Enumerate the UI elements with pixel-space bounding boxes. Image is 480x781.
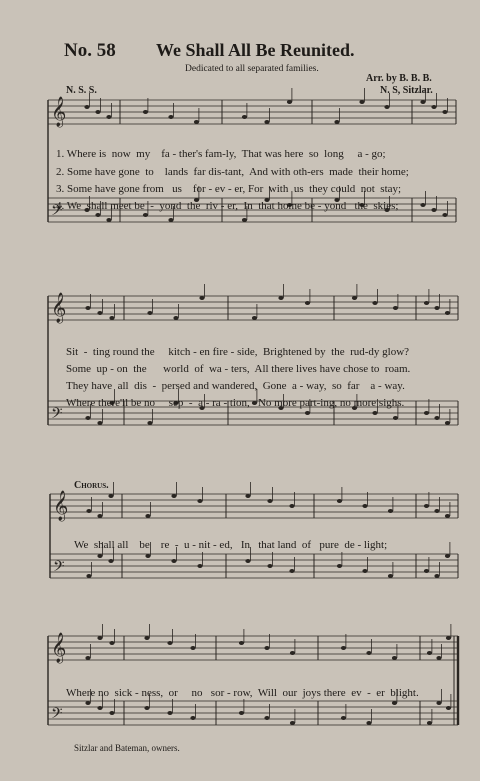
note-head (85, 416, 90, 420)
note-head (434, 574, 439, 578)
arranger-credit: Arr. by B. B. B. (366, 73, 432, 84)
copyright-footer: Sitzlar and Bateman, owners. (74, 743, 180, 753)
note-head (144, 706, 149, 710)
note-head (145, 514, 150, 518)
note-head (109, 316, 114, 320)
composer-credit: N. S, Sitzlar. (380, 85, 433, 96)
note-head (362, 504, 367, 508)
note-head (242, 115, 247, 119)
note-head (85, 306, 90, 310)
lyric-line: 4. We shall meet be - yond the riv - er, In that home be - yond the skies; (56, 200, 399, 212)
note-head (97, 311, 102, 315)
note-head (190, 646, 195, 650)
note-head (388, 509, 393, 513)
chorus-label: Chorus. (74, 480, 109, 491)
note-head (147, 311, 152, 315)
note-head (85, 701, 90, 705)
note-head (424, 569, 429, 573)
note-head (267, 564, 272, 568)
note-head (264, 120, 269, 124)
treble-clef-icon: 𝄞 (51, 633, 67, 663)
note-head (97, 421, 102, 425)
note-head (289, 569, 294, 573)
note-head (197, 499, 202, 503)
note-head (372, 301, 377, 305)
note-head (366, 721, 371, 725)
note-head (427, 721, 432, 725)
lyric-line: Where no sick - ness, or no sor - row, Will our joys there ev - er blight. (66, 687, 419, 699)
bass-clef-icon: 𝄢 (51, 202, 63, 223)
note-head (436, 656, 441, 660)
note-head (108, 494, 113, 498)
note-head (95, 213, 100, 217)
note-head (392, 656, 397, 660)
note-head (252, 316, 257, 320)
note-head (242, 218, 247, 222)
note-head (431, 105, 436, 109)
note-head (167, 641, 172, 645)
note-head (393, 416, 398, 420)
lyric-line: 3. Some have gone from us for - ev - er, For with us they could not stay; (56, 183, 402, 195)
note-head (434, 416, 439, 420)
note-head (199, 296, 204, 300)
lyric-line: Sit - ting round the kitch - en fire - side, Brightened by the rud-dy glow? (66, 346, 410, 358)
note-head (239, 641, 244, 645)
note-head (290, 721, 295, 725)
note-head (420, 203, 425, 207)
note-head (245, 494, 250, 498)
note-head (424, 504, 429, 508)
note-head (264, 716, 269, 720)
note-head (168, 218, 173, 222)
note-head (168, 115, 173, 119)
lyricist-credit: N. S. S. (66, 85, 97, 96)
note-head (84, 105, 89, 109)
note-head (366, 651, 371, 655)
note-head (424, 411, 429, 415)
note-head (109, 641, 114, 645)
note-head (97, 554, 102, 558)
note-head (86, 574, 91, 578)
note-head (341, 646, 346, 650)
note-head (434, 509, 439, 513)
note-head (446, 706, 451, 710)
lyric-line: Where there'll be no sep - a - ra - tion, No more part-ing, no more sighs. (66, 397, 405, 409)
lyric-line: Some up - on the world of wa - ters, All there lives have chose to roam. (66, 363, 411, 375)
note-head (436, 701, 441, 705)
note-head (434, 306, 439, 310)
note-head (147, 421, 152, 425)
note-head (445, 554, 450, 558)
lyric-line: They have all dis - persed and wandered, Gone a - way, so far a - way. (66, 380, 405, 392)
note-head (442, 213, 447, 217)
note-head (97, 636, 102, 640)
note-head (264, 646, 269, 650)
treble-clef-icon: 𝄞 (51, 293, 67, 323)
note-head (305, 411, 310, 415)
note-head (337, 499, 342, 503)
note-head (86, 509, 91, 513)
note-head (171, 494, 176, 498)
note-head (393, 306, 398, 310)
lyric-line: 2. Some have gone to lands far dis-tant, And with oth-ers made their home; (56, 166, 409, 178)
note-head (143, 110, 148, 114)
note-head (445, 421, 450, 425)
note-head (171, 559, 176, 563)
note-head (267, 499, 272, 503)
treble-clef-icon: 𝄞 (53, 491, 69, 521)
note-head (278, 296, 283, 300)
note-head (341, 716, 346, 720)
note-head (106, 218, 111, 222)
note-head (442, 110, 447, 114)
note-head (109, 711, 114, 715)
note-head (392, 701, 397, 705)
note-head (106, 115, 111, 119)
note-head (431, 208, 436, 212)
hymn-number: No. 58 (64, 40, 116, 61)
note-head (167, 711, 172, 715)
treble-clef-icon: 𝄞 (51, 97, 67, 127)
note-head (190, 716, 195, 720)
note-head (97, 706, 102, 710)
note-head (420, 100, 425, 104)
note-head (289, 504, 294, 508)
note-head (287, 100, 292, 104)
bass-clef-icon: 𝄢 (51, 405, 63, 426)
note-head (290, 651, 295, 655)
note-head (97, 514, 102, 518)
note-head (445, 514, 450, 518)
note-head (245, 559, 250, 563)
note-head (305, 301, 310, 305)
note-head (194, 120, 199, 124)
lyric-line: We shall all be re - u - nit - ed, In that land of pure de - light; (74, 539, 388, 551)
note-head (197, 564, 202, 568)
note-head (143, 213, 148, 217)
note-head (446, 636, 451, 640)
note-head (85, 656, 90, 660)
bass-clef-icon: 𝄢 (53, 558, 65, 579)
note-head (337, 564, 342, 568)
note-head (359, 100, 364, 104)
note-head (445, 311, 450, 315)
dedication: Dedicated to all separated families. (185, 64, 319, 74)
bass-clef-icon: 𝄢 (51, 705, 63, 726)
note-head (424, 301, 429, 305)
lyric-line: 1. Where is now my fa - ther's fam-ly, That was here so long a - go; (56, 148, 386, 160)
note-head (95, 110, 100, 114)
note-head (384, 105, 389, 109)
note-head (362, 569, 367, 573)
note-head (173, 316, 178, 320)
note-head (108, 559, 113, 563)
hymn-title: We Shall All Be Reunited. (156, 40, 355, 60)
note-head (334, 120, 339, 124)
note-head (239, 711, 244, 715)
note-head (427, 651, 432, 655)
note-head (372, 411, 377, 415)
note-head (388, 574, 393, 578)
note-head (144, 636, 149, 640)
note-head (145, 554, 150, 558)
note-head (352, 296, 357, 300)
